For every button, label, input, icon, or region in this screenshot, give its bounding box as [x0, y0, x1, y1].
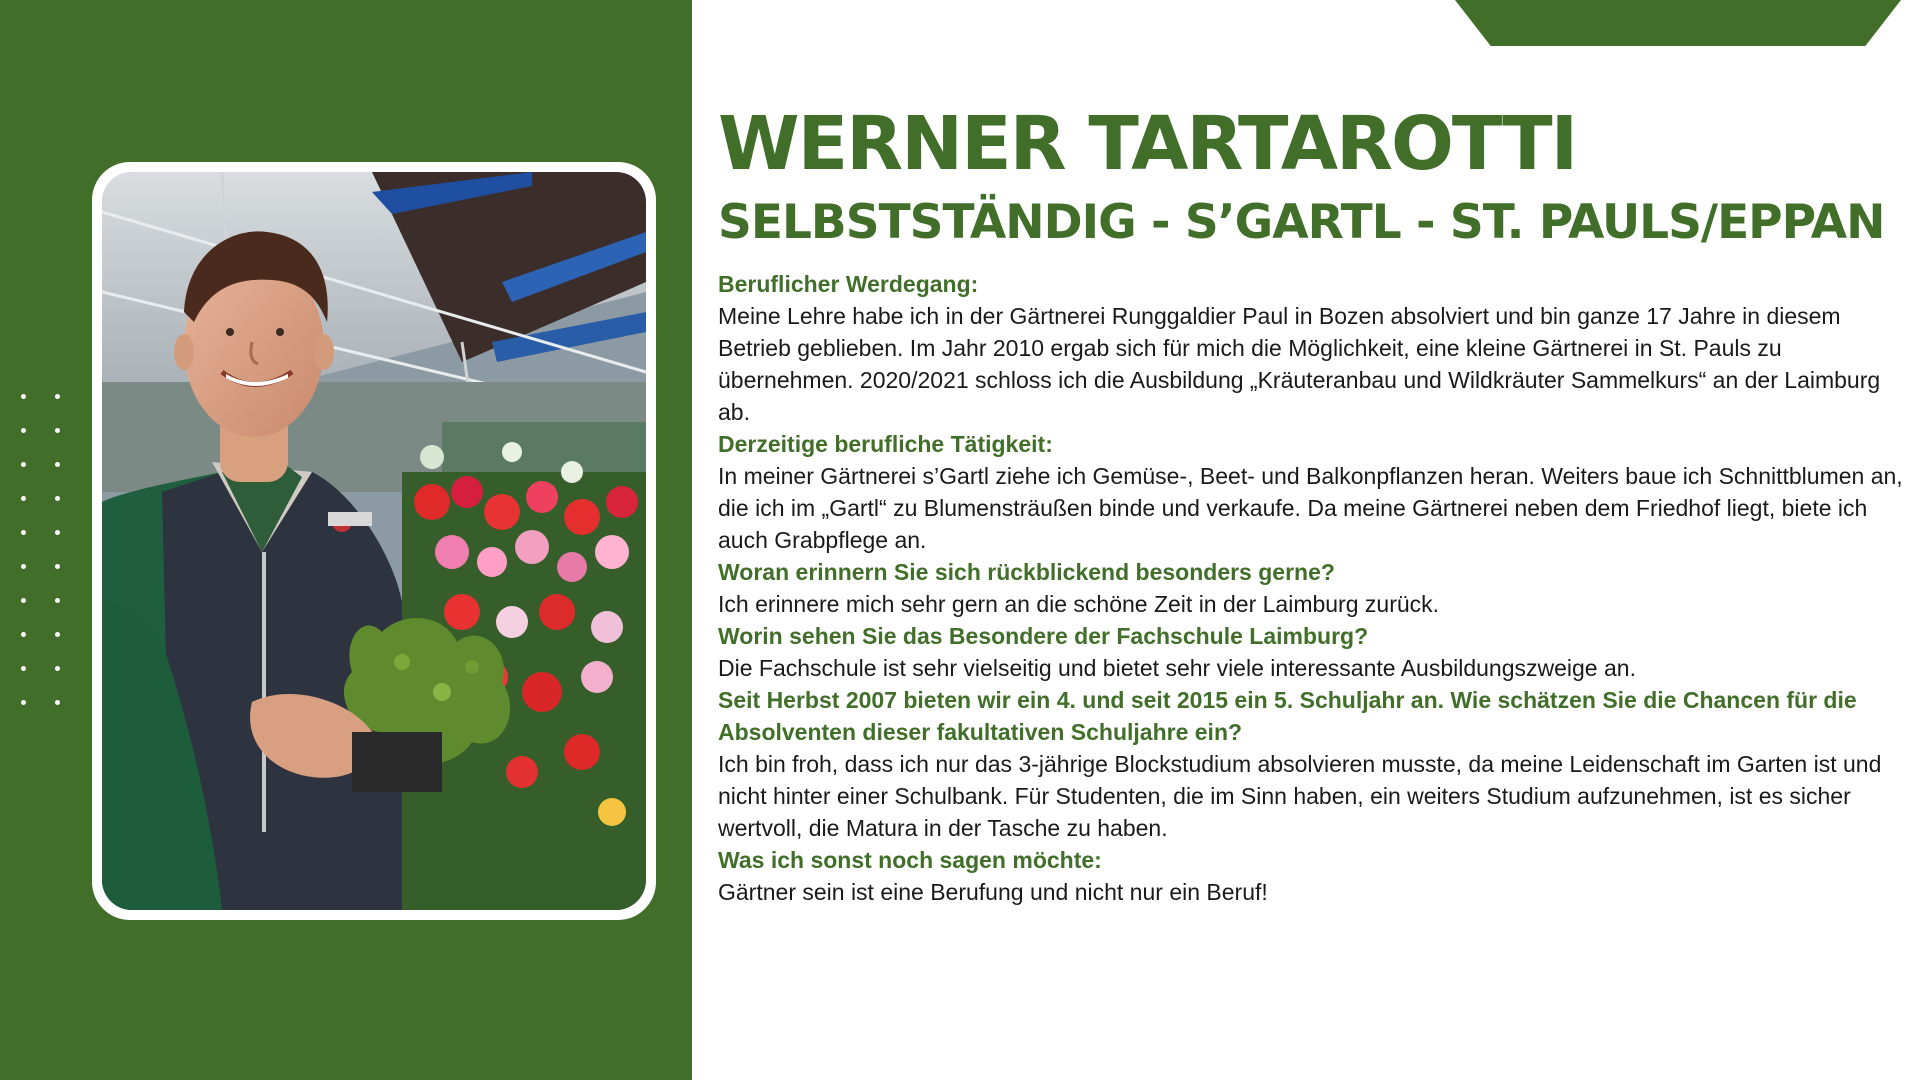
answer-memories: Ich erinnere mich sehr gern an die schöne Zeit in der Laimburg zurück.	[718, 591, 1440, 617]
answer-career: Meine Lehre habe ich in der Gärtnerei Runggaldier Paul in Bozen absolviert und bin ganze 17 Jahre in diesem Betrieb geblieben. Im Jahr 2010 ergab sich für mich die Möglichkeit, eine kleine Gärtnerei in St. Pauls zu übernehmen. 2020/2021 schloss ich die Ausbildung „Kräuteranbau und Wildkräuter Sammelkurs“ an der Laimburg ab.	[718, 303, 1881, 425]
person-name: WERNER TARTAROTTI	[718, 101, 1577, 187]
top-accent-banner	[1455, 0, 1901, 46]
interview-sections	[718, 268, 1908, 908]
question-optional-years: Seit Herbst 2007 bieten wir ein 4. und seit 2015 ein 5. Schuljahr an. Wie schätzen Sie die Chancen für die Absolventen dieser fakultativen Schuljahre ein?	[718, 687, 1857, 745]
question-school-special: Worin sehen Sie das Besondere der Fachschule Laimburg?	[718, 623, 1369, 649]
answer-final-words: Gärtner sein ist eine Berufung und nicht nur ein Beruf!	[718, 879, 1268, 905]
question-final-words: Was ich sonst noch sagen möchte:	[718, 847, 1102, 873]
question-current-activity: Derzeitige berufliche Tätigkeit:	[718, 431, 1053, 457]
answer-school-special: Die Fachschule ist sehr vielseitig und bietet sehr viele interessante Ausbildungszweige an.	[718, 655, 1636, 681]
decorative-dot-grid	[21, 394, 71, 714]
portrait-photo-frame	[92, 162, 656, 920]
profile-content	[718, 96, 1908, 908]
portrait-photo	[102, 172, 646, 910]
left-green-panel	[0, 0, 692, 1080]
question-memories: Woran erinnern Sie sich rückblickend besonders gerne?	[718, 559, 1335, 585]
answer-optional-years: Ich bin froh, dass ich nur das 3-jährige Blockstudium absolvieren musste, da meine Leidenschaft im Garten ist und nicht hinter einer Schulbank. Für Studenten, die im Sinn haben, ein weiters Studium aufzunehmen, ist es sicher wertvoll, die Matura in der Tasche zu haben.	[718, 751, 1882, 841]
person-role: SELBSTSTÄNDIG - S’GARTL - ST. PAULS/EPPAN	[718, 195, 1885, 250]
answer-current-activity: In meiner Gärtnerei s’Gartl ziehe ich Gemüse-, Beet- und Balkonpflanzen heran. Weiters baue ich Schnittblumen an, die ich im „Gartl“ zu Blumensträußen binde und verkaufe. Da meine Gärtnerei neben dem Friedhof liegt, biete ich auch Grabpflege an.	[718, 463, 1903, 553]
question-career: Beruflicher Werdegang:	[718, 271, 979, 297]
